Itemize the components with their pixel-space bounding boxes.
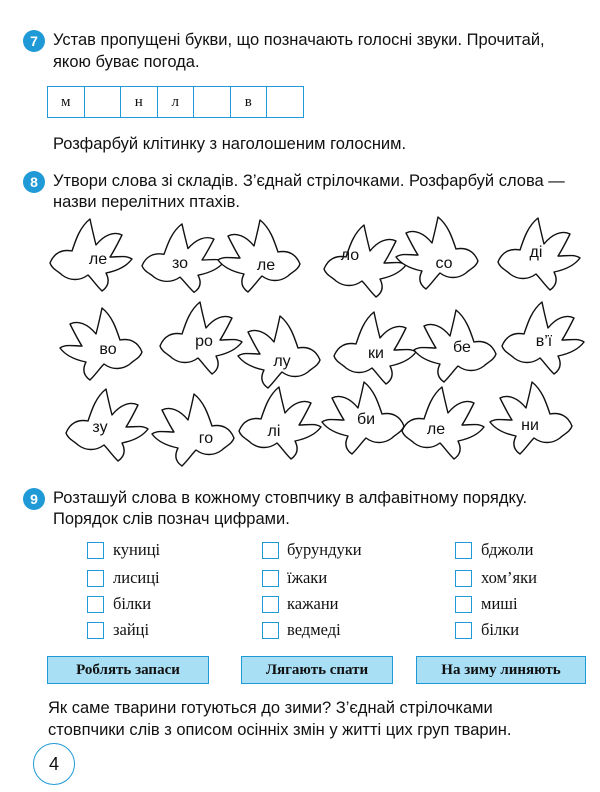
order-checkbox[interactable] xyxy=(455,542,472,559)
word-item: куниці xyxy=(113,540,161,559)
bird-shape xyxy=(396,217,478,289)
word-item: білки xyxy=(481,620,520,639)
syllable: зу xyxy=(92,419,108,436)
letter-cell[interactable]: м xyxy=(48,87,85,117)
task-7-text-line1: Устав пропущені букви, що позначають голосні звуки. Прочитай, xyxy=(53,31,545,49)
category-box-sleep[interactable]: Лягають спати xyxy=(241,656,393,684)
syllable: зо xyxy=(171,255,189,272)
word-item: бурундуки xyxy=(287,540,362,559)
question-line2: стовпчики слів з описом осінніх змін у житті цих груп тварин. xyxy=(48,721,512,739)
task-7-number: 7 xyxy=(23,30,45,52)
task-9-text-line1: Розташуй слова в кожному стовпчику в алфавітному порядку. xyxy=(53,489,528,507)
syllable: лу xyxy=(273,353,291,370)
question-line1: Як саме тварини готуються до зими? З’єднай стрілочками xyxy=(48,699,493,717)
order-checkbox[interactable] xyxy=(455,622,472,639)
bird-shape xyxy=(238,316,320,388)
task-8-text-line1: Утвори слова зі складів. З’єднай стрілочками. Розфарбуй слова — xyxy=(53,172,565,190)
order-checkbox[interactable] xyxy=(87,542,104,559)
letter-cell[interactable]: н xyxy=(121,87,158,117)
bird-shape xyxy=(324,225,406,297)
order-checkbox[interactable] xyxy=(87,570,104,587)
word-item: білки xyxy=(113,594,152,613)
syllable: ле xyxy=(256,257,276,274)
category-box-stock[interactable]: Роблять запаси xyxy=(47,656,209,684)
syllable: бе xyxy=(453,339,471,356)
syllable: ло xyxy=(340,247,360,264)
letter-cell[interactable]: л xyxy=(158,87,195,117)
word-item: кажани xyxy=(287,594,339,613)
syllable: ді xyxy=(529,244,543,261)
order-checkbox[interactable] xyxy=(262,570,279,587)
syllable: лі xyxy=(267,423,281,440)
word-item: миші xyxy=(481,594,518,613)
word-item: їжаки xyxy=(287,568,328,587)
bird-shape xyxy=(152,394,234,466)
task-7-text-line2: якою буває погода. xyxy=(53,53,200,71)
order-checkbox[interactable] xyxy=(262,622,279,639)
syllable: ле xyxy=(426,421,446,438)
syllable: ро xyxy=(195,333,213,350)
task-8-text-line2: назви перелітних птахів. xyxy=(53,193,240,211)
order-checkbox[interactable] xyxy=(455,570,472,587)
order-checkbox[interactable] xyxy=(262,596,279,613)
word-item: хом’яки xyxy=(481,568,537,587)
syllable: го xyxy=(198,430,214,447)
word-item: ведмеді xyxy=(287,620,341,639)
task-9-text-line2: Порядок слів познач цифрами. xyxy=(53,510,290,528)
bird-shape xyxy=(218,220,300,292)
order-checkbox[interactable] xyxy=(455,596,472,613)
order-checkbox[interactable] xyxy=(262,542,279,559)
syllable: ки xyxy=(368,345,384,362)
syllable: би xyxy=(356,411,376,428)
syllable: ле xyxy=(88,251,108,268)
word-item: зайці xyxy=(113,620,150,639)
order-checkbox[interactable] xyxy=(87,596,104,613)
syllable: во xyxy=(99,341,117,358)
syllable: ни xyxy=(521,417,539,434)
syllable: со xyxy=(435,255,453,272)
word-item: бджоли xyxy=(481,540,534,559)
word-item: лисиці xyxy=(113,568,160,587)
syllable: в’ї xyxy=(535,333,553,350)
task-8-number: 8 xyxy=(23,171,45,193)
letter-cell[interactable]: в xyxy=(231,87,268,117)
task-9-number: 9 xyxy=(23,488,45,510)
task-7-instruction: Розфарбуй клітинку з наголошеним голосним. xyxy=(53,135,407,153)
order-checkbox[interactable] xyxy=(87,622,104,639)
page-number: 4 xyxy=(33,743,75,785)
category-box-molt[interactable]: На зиму линяють xyxy=(416,656,586,684)
